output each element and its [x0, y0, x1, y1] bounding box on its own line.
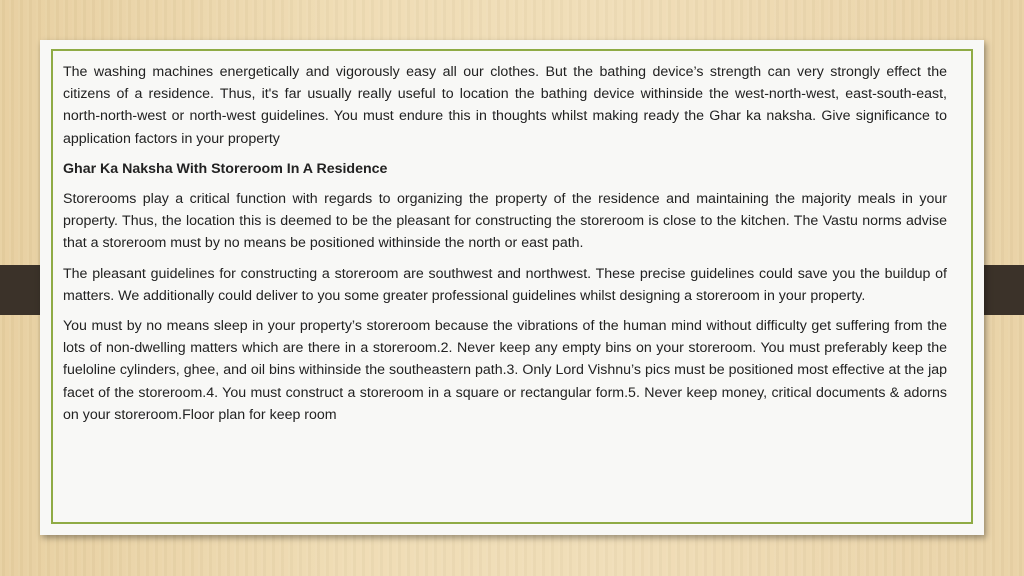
storeroom-heading: Ghar Ka Naksha With Storeroom In A Residence [63, 160, 388, 177]
paragraph-washing-machine: The washing machines energetically and vigorously easy all our clothes. But the bathing device’s strength can very strongly effect the citizens of a residence. Thus, it's far usually really useful to location the bathing device withinside the west-north-west, east-south-east, north-north-west or north-west guidelines. You must endure this in thoughts whilst making ready the Ghar ka naksha. Give significance to application factors in your property [63, 64, 947, 147]
slide-content [63, 61, 947, 434]
paragraph-storeroom-directions: The pleasant guidelines for constructing a storeroom are southwest and northwest. These precise guidelines could save you the buildup of matters. We additionally could deliver to you some greater professional guidelines whilst designing a storeroom in your property. [63, 265, 947, 304]
slide-paper [40, 40, 984, 535]
paragraph-storeroom-function: Storerooms play a critical function with regards to organizing the property of the residence and maintaining the majority meals in your property. Thus, the location this is deemed to be the pleasant for constructing the storeroom is close to the kitchen. The Vastu norms advise that a storeroom must by no means be positioned withinside the north or east path. [63, 191, 947, 252]
paragraph-storeroom-tips: You must by no means sleep in your property’s storeroom because the vibrations of the human mind without difficulty get suffering from the lots of non-dwelling matters which are there in a storeroom.2. Never keep any empty bins on your storeroom. You must preferably keep the fueloline cylinders, ghee, and oil bins withinside the southeastern path.3. Only Lord Vishnu’s pics must be positioned most effective at the jap facet of the storeroom.4. You must construct a storeroom in a square or rectangular form.5. Never keep money, critical documents & adorns on your storeroom.Floor plan for keep room [63, 318, 947, 423]
